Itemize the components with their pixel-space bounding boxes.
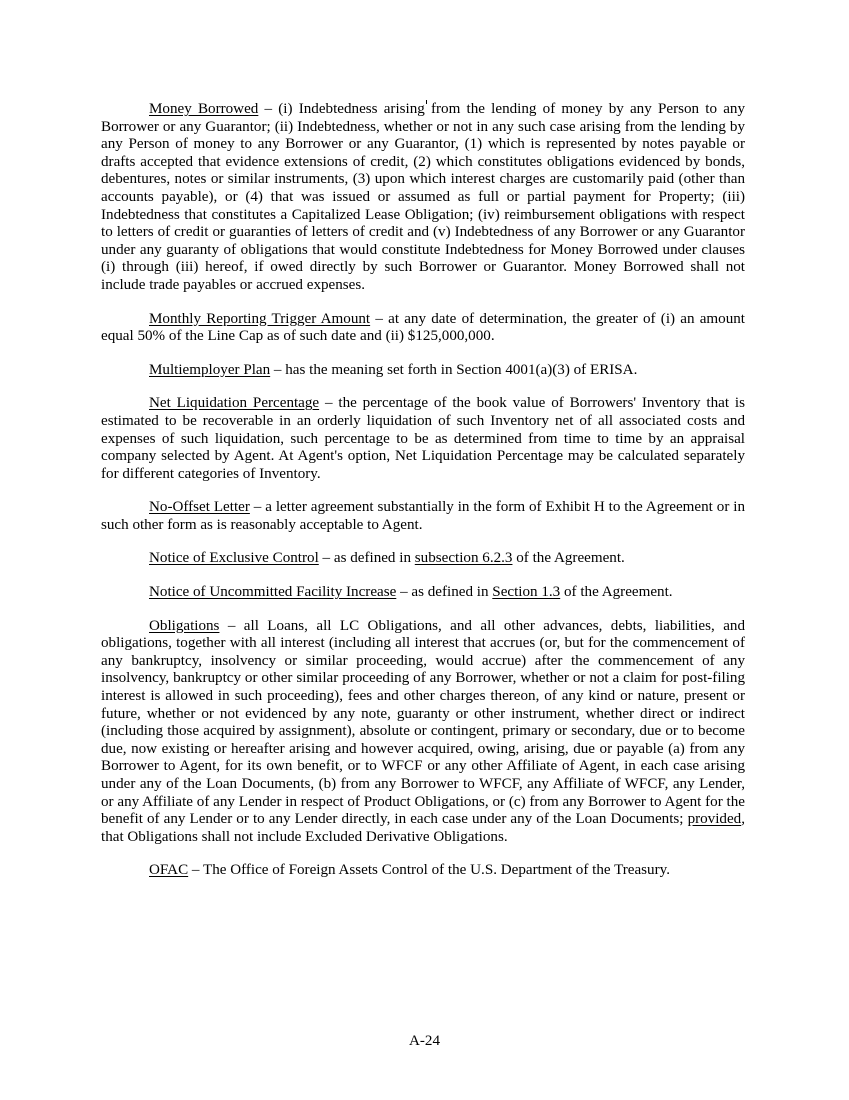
definition-net-liquidation-percentage <box>101 395 745 483</box>
definition-text: – (i) Indebtedness arising from the lending of money by any Person to any Borrower or any Guarantor; (ii) Indebtedness, whether or not in any such case arising from the lending by any Person of money to any Borrower or any Guarantor, (1) which is represented by notes payable or drafts accepted that evidence extensions of credit, (2) which constitutes obligations evidenced by bonds, debentures, notes or similar instruments, (3) upon which interest charges are customarily paid (other than accounts payable), or (4) that was issued or assumed as full or partial payment for Property; (iii) Indebtedness that constitutes a Capitalized Lease Obligation; (iv) reimbursement obligations with respect to letters of credit or guaranties of letters of credit and (v) Indebtedness of any Borrower or any Guarantor under any guaranty of obligations that would constitute Indebtedness for Money Borrowed under clauses (i) through (iii) hereof, if owed directly by such Borrower or Guarantor. Money Borrowed shall not include trade payables or accrued expenses. <box>101 101 745 293</box>
definition-text: – The Office of Foreign Assets Control of the U.S. Department of the Treasury. <box>188 862 670 879</box>
defined-term: Multiemployer Plan <box>149 361 271 378</box>
definition-text: of the Agreement. <box>560 584 673 601</box>
defined-term: Net Liquidation Percentage <box>149 395 320 412</box>
definition-obligations <box>101 618 745 847</box>
definition-text: – all Loans, all LC Obligations, and all other advances, debts, liabilities, and obligations, together with all interest (including all interest that accrues (or, but for the commencement of any bankruptcy, insolvency or similar proceeding, would accrue) after the commencement of any insolvency, bankruptcy or other similar proceeding of any Borrower, whether or not a claim for post-filing interest is allowed in such proceeding), fees and other charges thereon, of any kind or nature, present or future, whether or not evidenced by any note, guaranty or other instrument, whether direct or indirect (including those acquired by assignment), absolute or contingent, primary or secondary, due or to become due, now existing or hereafter arising and however acquired, owing, arising, due or payable (a) from any Borrower to Agent, for its own benefit, or to WFCF or any other Affiliate of Agent, in each case arising under any of the Loan Documents, (b) from any Borrower to WFCF, any Affiliate of WFCF, any Lender, or any Affiliate of any Lender in respect of Product Obligations, or (c) from any Borrower to Agent for the benefit of any Lender or to any Lender directly, in each case under any of the Loan Documents; <box>101 617 745 828</box>
definition-no-offset-letter <box>101 499 745 534</box>
cross-reference-link: subsection 6.2.3 <box>414 550 513 567</box>
definition-money-borrowed <box>101 101 745 295</box>
defined-term: No-Offset Letter <box>149 499 250 516</box>
definition-text: , that Obligations shall not include Excluded Derivative Obligations. <box>101 811 745 845</box>
definition-notice-of-exclusive-control <box>101 550 745 568</box>
definition-text: – as defined in <box>396 584 493 601</box>
definition-text: of the Agreement. <box>512 550 625 567</box>
definition-multiemployer-plan <box>101 362 745 380</box>
defined-term: Monthly Reporting Trigger Amount <box>149 310 371 327</box>
definition-text: – has the meaning set forth in Section 4001(a)(3) of ERISA. <box>270 361 638 378</box>
defined-term: Notice of Uncommitted Facility Increase <box>149 584 397 601</box>
definition-text: – the percentage of the book value of Borrowers' Inventory that is estimated to be recoverable in an orderly liquidation of such Inventory net of all associated costs and expenses of such liquidation, such percentage to be as determined from time to time by an appraisal company selected by Agent. At Agent's option, Net Liquidation Percentage may be calculated separately for different categories of Inventory. <box>101 395 745 482</box>
definition-monthly-reporting-trigger-amount <box>101 311 745 346</box>
proviso-term: provided <box>687 811 742 828</box>
definition-text: – a letter agreement substantially in the form of Exhibit H to the Agreement or in such other form as is reasonably acceptable to Agent. <box>101 499 745 533</box>
defined-term: Obligations <box>149 617 220 634</box>
definition-notice-of-uncommitted-facility-increase <box>101 584 745 602</box>
definition-text: – at any date of determination, the greater of (i) an amount equal 50% of the Line Cap as of such date and (ii) $125,000,000. <box>101 310 745 345</box>
definition-ofac <box>101 862 745 880</box>
definition-text: – as defined in <box>318 550 415 567</box>
page-number: A-24 <box>408 1033 441 1049</box>
defined-term: Money Borrowed <box>149 101 259 117</box>
defined-term: Notice of Exclusive Control <box>149 550 319 567</box>
defined-term: OFAC <box>149 862 189 879</box>
document-body <box>101 101 745 896</box>
cross-reference-link: Section 1.3 <box>492 584 561 601</box>
